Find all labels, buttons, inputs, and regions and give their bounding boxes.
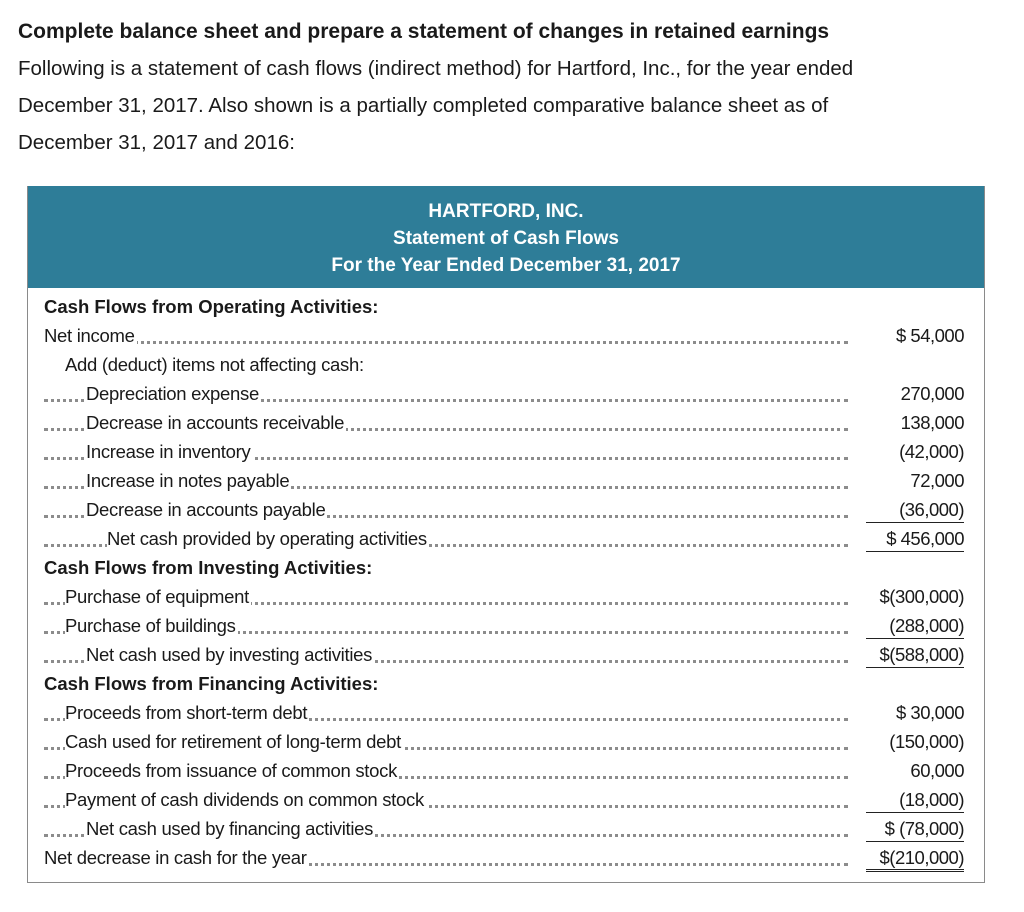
statement-row [28, 698, 984, 727]
statement-row [28, 437, 984, 466]
row-amount: (42,000) [899, 441, 964, 462]
row-label: Net decrease in cash for the year [44, 847, 307, 868]
row-amount: $(300,000) [879, 586, 964, 607]
row-label: Net income [44, 325, 135, 346]
statement-row [28, 611, 984, 640]
intro-line-3: December 31, 2017 and 2016: [18, 131, 295, 154]
statement-row [28, 379, 984, 408]
row-label: Increase in notes payable [86, 470, 290, 491]
row-amount: (150,000) [889, 731, 964, 752]
row-label: Payment of cash dividends on common stock [65, 789, 424, 810]
cash-flow-statement [27, 186, 985, 883]
row-label: Cash Flows from Operating Activities: [44, 296, 379, 317]
row-amount: $(588,000) [866, 644, 964, 668]
row-label: Cash Flows from Financing Activities: [44, 673, 379, 694]
row-label: Decrease in accounts receivable [86, 412, 345, 433]
row-amount: $ 456,000 [866, 528, 964, 552]
row-amount: 138,000 [900, 412, 964, 433]
statement-row-subtotal [28, 524, 984, 553]
company-name: HARTFORD, INC. [428, 201, 584, 222]
statement-row-subtotal [28, 640, 984, 669]
row-amount: 72,000 [910, 470, 964, 491]
row-amount: 60,000 [910, 760, 964, 781]
statement-row [28, 466, 984, 495]
row-amount: $ (78,000) [866, 818, 964, 842]
statement-row [28, 756, 984, 785]
statement-row-subtotal [28, 814, 984, 843]
statement-row [28, 321, 984, 350]
statement-row [28, 582, 984, 611]
row-amount: $ 30,000 [895, 702, 964, 723]
section-heading-investing [28, 553, 984, 582]
row-amount: $(210,000) [866, 847, 964, 872]
row-label: Proceeds from issuance of common stock [65, 760, 398, 781]
problem-intro [18, 14, 1018, 161]
row-amount: 270,000 [900, 383, 964, 404]
section-heading-financing [28, 669, 984, 698]
row-label: Net cash provided by operating activities [107, 528, 427, 549]
row-label: Cash used for retirement of long-term debt [65, 731, 401, 752]
problem-heading: Complete balance sheet and prepare a statement of changes in retained earnings [18, 20, 830, 43]
statement-row [28, 350, 984, 379]
statement-header [28, 186, 984, 288]
section-heading-operating [28, 292, 984, 321]
row-amount: (288,000) [866, 615, 964, 639]
dot-leader [44, 341, 848, 344]
intro-line-2: December 31, 2017. Also shown is a partially completed comparative balance sheet as of [18, 94, 829, 117]
intro-line-1: Following is a statement of cash flows (indirect method) for Hartford, Inc., for the year ended [18, 57, 854, 80]
statement-row [28, 727, 984, 756]
row-label: Decrease in accounts payable [86, 499, 326, 520]
row-amount: $ 54,000 [895, 325, 964, 346]
row-label: Increase in inventory [86, 441, 251, 462]
row-label: Cash Flows from Investing Activities: [44, 557, 373, 578]
row-label: Add (deduct) items not affecting cash: [65, 354, 364, 375]
row-amount: (36,000) [866, 499, 964, 523]
row-label: Purchase of equipment [65, 586, 249, 607]
row-label: Purchase of buildings [65, 615, 236, 636]
row-label: Net cash used by financing activities [86, 818, 374, 839]
row-label: Depreciation expense [86, 383, 259, 404]
row-label: Proceeds from short-term debt [65, 702, 308, 723]
statement-row [28, 408, 984, 437]
statement-row [28, 785, 984, 814]
statement-row [28, 495, 984, 524]
statement-period: For the Year Ended December 31, 2017 [331, 255, 681, 276]
row-label: Net cash used by investing activities [86, 644, 373, 665]
statement-title: Statement of Cash Flows [393, 228, 619, 249]
row-amount: (18,000) [866, 789, 964, 813]
statement-row-total [28, 843, 984, 872]
